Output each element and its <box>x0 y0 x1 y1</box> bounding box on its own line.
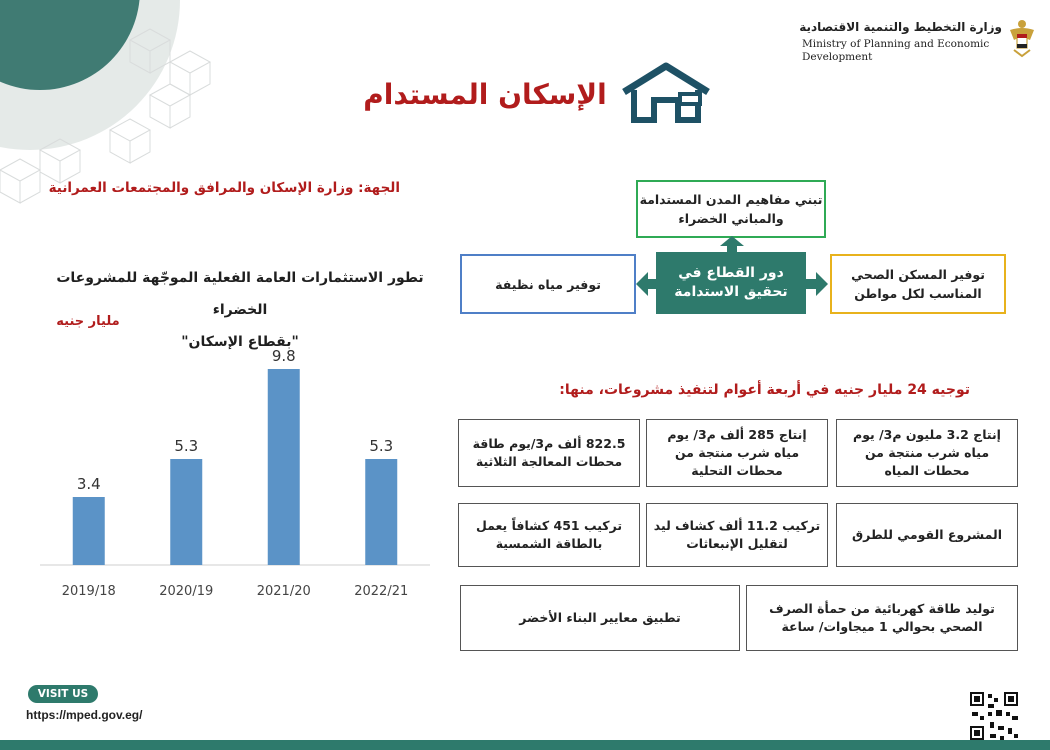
chart-data-label: 5.3 <box>174 437 199 455</box>
chart-bar <box>365 459 397 565</box>
chart-x-tick-label: 2020/19 <box>159 584 214 599</box>
role-box-clean-water: توفير مياه نظيفة <box>460 254 636 314</box>
chart-title-line2: "بقطاع الإسكان" <box>181 334 299 350</box>
visit-us-button[interactable]: VISIT US <box>28 685 98 703</box>
project-box-led-lights: تركيب 11.2 ألف كشاف ليد لتقليل الإنبعاثات <box>646 503 828 567</box>
investment-bar-chart <box>30 330 440 610</box>
project-box-sludge-power: توليد طاقة كهربائية من حمأة الصرف الصحي بحوالي 1 ميجاوات/ ساعة <box>746 585 1018 651</box>
chart-unit-label: مليار جنيه <box>56 314 120 329</box>
arrow-right-icon <box>806 272 828 296</box>
chart-bar <box>170 459 202 565</box>
egypt-eagle-emblem-icon <box>1008 18 1036 60</box>
ministry-logo <box>796 16 1036 72</box>
projects-heading: توجيه 24 مليار جنيه في أربعة أعوام لتنفيذ مشروعات، منها: <box>559 382 970 398</box>
project-box-national-roads: المشروع القومي للطرق <box>836 503 1018 567</box>
page-title: الإسكان المستدام <box>363 78 607 111</box>
chart-bar <box>268 369 300 565</box>
project-box-desalination: إنتاج 285 ألف م3/ يوم مياه شرب منتجة من محطات التحلية <box>646 419 828 487</box>
website-link[interactable]: https://mped.gov.eg/ <box>26 708 143 722</box>
qr-code-icon <box>968 690 1020 742</box>
chart-bar <box>73 497 105 565</box>
ministry-name-arabic: وزارة التخطيط والتنمية الاقتصادية <box>799 20 1002 34</box>
chart-data-label: 5.3 <box>369 437 394 455</box>
arrow-up-icon <box>720 236 744 254</box>
chart-x-tick-label: 2019/18 <box>61 584 116 599</box>
chart-data-label: 3.4 <box>76 475 101 493</box>
chart-x-tick-label: 2022/21 <box>354 584 409 599</box>
project-box-green-building: تطبيق معايير البناء الأخضر <box>460 585 740 651</box>
project-box-treatment-plants: 822.5 ألف م3/يوم طاقة محطات المعالجة الثلاثية <box>458 419 640 487</box>
responsible-entity: الجهة: وزارة الإسكان والمرافق والمجتمعات العمرانية <box>48 180 400 196</box>
chart-title-line1: تطور الاستثمارات العامة الفعلية الموجّهة للمشروعات الخضراء <box>56 270 424 318</box>
role-box-healthy-housing: توفير المسكن الصحي المناسب لكل مواطن <box>830 254 1006 314</box>
house-icon <box>620 62 712 124</box>
sector-role-center-box: دور القطاع في تحقيق الاستدامة <box>656 252 806 314</box>
ministry-name-english: Ministry of Planning and Economic Development <box>802 38 990 63</box>
footer-bar <box>0 740 1050 750</box>
project-box-water-stations: إنتاج 3.2 مليون م3/ يوم مياه شرب منتجة من محطات المياه <box>836 419 1018 487</box>
role-box-green-cities: تبني مفاهيم المدن المستدامة والمباني الخضراء <box>636 180 826 238</box>
chart-data-label: 9.8 <box>271 347 296 365</box>
project-box-solar-lights: تركيب 451 كشافاً يعمل بالطاقة الشمسية <box>458 503 640 567</box>
arrow-left-icon <box>636 272 658 296</box>
chart-x-tick-label: 2021/20 <box>256 584 311 599</box>
